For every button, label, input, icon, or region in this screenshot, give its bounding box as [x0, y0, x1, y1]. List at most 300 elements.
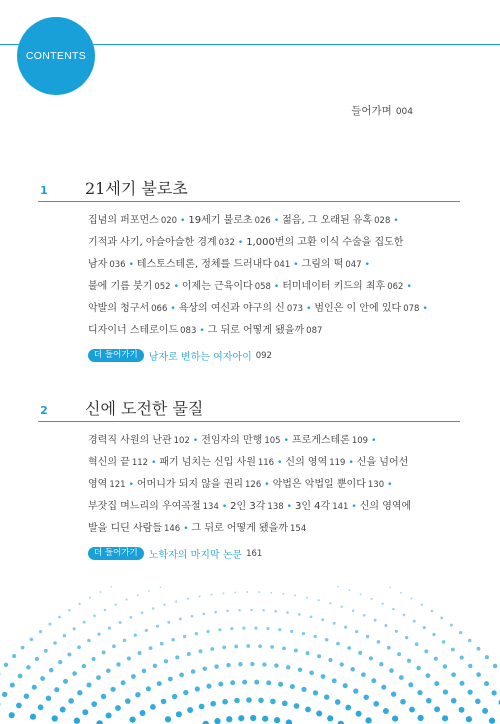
chapter-title: 신에 도전한 물질 — [85, 399, 204, 418]
bullet-separator-icon: • — [128, 480, 134, 490]
decor-dot — [12, 654, 16, 658]
decor-dot — [468, 639, 472, 643]
decor-dot — [347, 646, 351, 650]
decor-dot — [78, 603, 80, 605]
decor-dot — [82, 709, 88, 715]
decor-dot — [294, 649, 298, 653]
decor-dot — [426, 698, 432, 704]
decor-dot — [163, 604, 165, 606]
decor-dot — [314, 635, 317, 638]
bullet-separator-icon: • — [183, 524, 189, 534]
decor-dot — [96, 675, 101, 680]
toc-entry[interactable] — [188, 215, 282, 226]
toc-entry-page: 126 — [245, 480, 262, 490]
decor-dot — [53, 641, 57, 645]
bullet-separator-icon: • — [277, 458, 283, 468]
toc-entry-page: 087 — [306, 326, 323, 336]
toc-entry[interactable] — [246, 237, 403, 248]
bullet-separator-icon: • — [406, 282, 412, 292]
decor-dot — [134, 634, 137, 637]
decor-dot — [148, 590, 150, 592]
decor-dot — [282, 647, 286, 651]
decor-dot — [199, 704, 205, 710]
decor-dot — [352, 610, 355, 613]
decor-dot — [400, 699, 406, 705]
toc-entry[interactable] — [360, 501, 411, 512]
toc-entry-page: 112 — [131, 458, 149, 468]
more-title: 노학자의 마지막 논문 — [148, 550, 243, 561]
decor-dot — [165, 716, 171, 722]
toc-entry-title: 테스토스테론, 정체를 드러내다 — [136, 259, 272, 270]
decor-dot — [274, 610, 277, 613]
toc-entry[interactable] — [88, 303, 179, 314]
decor-dot — [199, 595, 201, 597]
decor-dot — [348, 589, 350, 591]
decor-dot — [206, 684, 211, 689]
toc-entry[interactable] — [159, 457, 285, 468]
decor-dot — [392, 608, 394, 610]
decor-dot — [491, 690, 496, 695]
toc-entry[interactable] — [88, 523, 192, 534]
decor-dot — [48, 623, 51, 626]
decor-dot — [10, 683, 15, 688]
decor-dot — [129, 716, 135, 722]
chapter-number: 2 — [40, 404, 48, 417]
decor-dot — [381, 603, 383, 605]
decor-dot — [379, 662, 383, 666]
toc-entry-page: 146 — [163, 524, 181, 534]
decor-dot — [246, 697, 252, 703]
toc-entry-page: 041 — [274, 260, 291, 270]
toc-entry-page: 154 — [290, 524, 307, 534]
decor-dot — [371, 598, 373, 600]
toc-line — [88, 254, 460, 276]
decor-dot — [365, 717, 371, 723]
decor-dot — [238, 662, 242, 666]
decor-dot — [123, 639, 127, 643]
decor-dot — [421, 603, 423, 605]
decor-dot — [77, 645, 81, 649]
decor-dot — [4, 663, 8, 667]
decor-dot — [403, 614, 406, 617]
decor-dot — [226, 716, 232, 722]
decor-dot — [58, 660, 62, 664]
toc-entry-title: 범인은 이 안에 있다 — [314, 303, 402, 314]
toc-entry-page: 026 — [254, 216, 271, 226]
toc-entry-page: 105 — [264, 436, 281, 446]
decor-dot — [138, 651, 142, 655]
dot-arc-decoration — [0, 584, 500, 724]
decor-dot — [341, 606, 343, 608]
toc-entry-page: 020 — [160, 216, 178, 226]
decor-dot — [309, 670, 314, 675]
decor-dot — [119, 621, 122, 624]
decor-dot — [332, 678, 337, 683]
decor-dot — [52, 715, 58, 721]
decor-dot — [286, 665, 290, 669]
decor-dot — [329, 602, 331, 604]
toc-entry[interactable] — [88, 435, 201, 446]
decor-dot — [369, 656, 373, 660]
bullet-separator-icon: • — [273, 216, 280, 226]
toc-entry-page: 073 — [286, 304, 304, 314]
bullet-separator-icon: • — [422, 304, 428, 314]
decor-dot — [415, 642, 419, 646]
toc-entry[interactable] — [137, 479, 273, 490]
chapter-title: 21세기 불로초 — [85, 179, 188, 198]
decor-dot — [121, 680, 126, 685]
decor-dot — [214, 664, 218, 668]
decor-dot — [157, 681, 162, 686]
decor-dot — [92, 657, 96, 661]
decor-dot — [286, 719, 292, 724]
decor-dot — [485, 655, 489, 659]
decor-dot — [183, 635, 186, 638]
decor-dot — [305, 706, 311, 712]
toc-entry[interactable] — [88, 237, 246, 248]
toc-entry-title: 패기 넘치는 신입 사원 — [159, 457, 256, 468]
decor-dot — [230, 627, 233, 630]
decor-dot — [222, 592, 224, 594]
more-tag: 더 들어가기 — [88, 349, 144, 362]
decor-dot — [93, 614, 96, 617]
toc-entry[interactable] — [201, 435, 292, 446]
decor-dot — [270, 592, 272, 594]
decor-dot — [443, 689, 448, 694]
decor-dot — [387, 646, 391, 650]
decor-dot — [60, 707, 66, 713]
decor-dot — [73, 627, 76, 630]
chapter-heading[interactable] — [0, 400, 500, 422]
decor-dot — [160, 642, 164, 646]
toc-entry-title: 남자 — [88, 259, 108, 270]
decor-dot — [416, 666, 420, 670]
contents-badge — [17, 17, 95, 95]
intro-title: 들어가며 — [351, 105, 392, 117]
decor-dot — [310, 616, 313, 619]
toc-entry-page: 066 — [151, 304, 168, 314]
decor-dot — [210, 647, 214, 651]
decor-dot — [302, 632, 305, 635]
toc-line — [88, 320, 460, 342]
decor-dot — [344, 626, 347, 629]
decor-dot — [149, 646, 153, 650]
toc-entry[interactable] — [88, 259, 137, 270]
decor-dot — [246, 591, 248, 593]
bullet-separator-icon: • — [128, 260, 134, 270]
decor-dot — [258, 698, 264, 704]
decor-dot — [408, 682, 413, 687]
decor-dot — [191, 615, 194, 618]
decor-dot — [175, 655, 179, 659]
decor-dot — [389, 587, 391, 589]
toc-entry-page: 078 — [403, 304, 420, 314]
decor-dot — [86, 682, 91, 687]
decor-dot — [442, 640, 446, 644]
toc-entry-page: 134 — [202, 502, 219, 512]
decor-dot — [328, 658, 332, 662]
toc-entry[interactable] — [208, 325, 323, 336]
decor-dot — [313, 690, 318, 695]
decor-dot — [218, 628, 221, 631]
decor-dot — [30, 714, 36, 720]
decor-dot — [179, 618, 182, 621]
more-section[interactable] — [88, 546, 460, 561]
decor-dot — [484, 681, 489, 686]
toc-entry[interactable] — [295, 501, 360, 512]
decor-dot — [142, 669, 147, 674]
decor-dot — [377, 640, 381, 644]
toc-entry-title: 2인 3각 — [230, 501, 266, 512]
decor-dot — [214, 611, 217, 614]
decor-dot — [262, 662, 266, 666]
bullet-separator-icon: • — [387, 480, 393, 490]
more-title: 남자로 변하는 여자아이 — [148, 352, 252, 363]
decor-dot — [131, 674, 136, 679]
toc-entry[interactable] — [282, 215, 402, 226]
decor-dot — [125, 698, 131, 704]
toc-entry[interactable] — [192, 523, 307, 534]
decor-dot — [35, 657, 39, 661]
decor-dot — [340, 662, 344, 666]
bullet-separator-icon: • — [180, 216, 186, 226]
decor-dot — [405, 636, 408, 639]
decor-dot — [468, 664, 472, 668]
decor-dot — [176, 711, 182, 717]
decor-dot — [153, 664, 157, 668]
toc-entry-page: 121 — [109, 480, 126, 490]
decor-dot — [126, 599, 128, 601]
decor-dot — [63, 679, 68, 684]
bullet-separator-icon: • — [393, 216, 399, 226]
toc-entry-page: 083 — [180, 326, 197, 336]
decor-dot — [230, 680, 235, 685]
bullet-separator-icon: • — [348, 458, 354, 468]
decor-dot — [187, 598, 189, 600]
toc-entry-page: 119 — [329, 458, 346, 468]
toc-entry[interactable] — [179, 303, 315, 314]
decor-dot — [450, 624, 453, 627]
decor-dot — [82, 664, 86, 668]
decor-dot — [206, 630, 209, 633]
toc-entry-page: 028 — [374, 216, 391, 226]
decor-dot — [102, 650, 106, 654]
decor-dot — [442, 715, 448, 721]
decor-dot — [49, 668, 54, 673]
decor-dot — [290, 630, 293, 633]
toc-entry-page: 058 — [254, 282, 271, 292]
decor-dot — [187, 652, 191, 656]
decor-dot — [321, 618, 324, 621]
decor-dot — [116, 662, 120, 666]
decor-dot — [160, 586, 162, 588]
decor-dot — [363, 694, 368, 699]
toc-entry[interactable] — [88, 457, 159, 468]
more-page: 092 — [255, 350, 272, 361]
decor-dot — [418, 715, 424, 721]
toc-entry-title: 부잣집 며느리의 우여곡절 — [88, 501, 201, 512]
bullet-separator-icon: • — [283, 436, 289, 446]
decor-dot — [139, 710, 145, 716]
decor-dot — [298, 668, 303, 673]
decor-dot — [38, 704, 44, 710]
decor-dot — [74, 718, 80, 724]
decor-dot — [202, 613, 205, 616]
decor-dot — [110, 586, 112, 588]
decor-dot — [371, 678, 376, 683]
decor-dot — [106, 669, 111, 674]
decor-dot — [270, 699, 276, 705]
decor-dot — [63, 634, 66, 637]
decor-dot — [191, 669, 196, 674]
toc-entry[interactable] — [88, 325, 208, 336]
toc-entry[interactable] — [137, 259, 302, 270]
decor-dot — [39, 630, 42, 633]
bullet-separator-icon: • — [293, 260, 299, 270]
decor-dot — [164, 659, 168, 663]
decor-dot — [203, 666, 208, 671]
decor-dot — [460, 681, 465, 686]
toc-line — [88, 232, 460, 254]
decor-dot — [254, 680, 259, 685]
decor-dot — [83, 621, 86, 624]
decor-dot — [258, 591, 260, 593]
decor-dot — [459, 707, 465, 713]
decor-dot — [137, 594, 139, 596]
decor-dot — [222, 646, 226, 650]
decor-dot — [477, 647, 481, 651]
decor-dot — [290, 684, 295, 689]
decor-dot — [58, 616, 61, 619]
decor-dot — [381, 685, 386, 690]
intro-page: 004 — [395, 107, 413, 117]
decor-dot — [460, 656, 464, 660]
decor-dot — [195, 686, 200, 691]
toc-entry-title: 전임자의 만행 — [201, 435, 263, 446]
decor-dot — [466, 716, 472, 722]
toc-entry[interactable] — [282, 281, 415, 292]
decor-dot — [234, 645, 238, 649]
toc-entry[interactable] — [285, 457, 356, 468]
toc-entry-title: 집념의 퍼포먼스 — [88, 215, 159, 226]
toc-entry-title: 터미네이터 키드의 최후 — [282, 281, 386, 292]
chapter-1 — [0, 179, 500, 363]
decor-dot — [301, 687, 306, 692]
decor-dot — [360, 593, 362, 595]
decor-dot — [366, 635, 369, 638]
decor-dot — [384, 624, 387, 627]
decor-dot — [16, 703, 22, 709]
decor-dot — [274, 717, 280, 723]
decor-dot — [282, 593, 284, 595]
chapter-rule — [38, 421, 460, 422]
toc-line — [88, 474, 460, 496]
decor-dot — [262, 716, 268, 722]
toc-line — [88, 430, 460, 452]
toc-entry-title: 3인 4각 — [294, 501, 331, 512]
toc-entry-page: 109 — [351, 436, 369, 446]
toc-entry-title: 그 뒤로 어떻게 됐을까 — [207, 325, 305, 336]
decor-dot — [68, 609, 71, 612]
bullet-separator-icon: • — [199, 326, 205, 336]
decor-dot — [434, 681, 439, 686]
decor-dot — [222, 699, 228, 705]
decor-dot — [451, 698, 457, 704]
toc-entry[interactable] — [88, 281, 182, 292]
decor-dot — [145, 629, 148, 632]
decor-dot — [171, 638, 175, 642]
bullet-separator-icon: • — [264, 480, 270, 490]
decor-dot — [270, 645, 274, 649]
toc-entry[interactable] — [230, 501, 295, 512]
decor-dot — [327, 715, 333, 721]
toc-entry-page: 116 — [257, 458, 275, 468]
decor-dot — [77, 690, 82, 695]
decor-dot — [199, 649, 203, 653]
decor-dot — [318, 599, 320, 601]
decor-dot — [115, 705, 121, 711]
toc-entry[interactable] — [273, 479, 396, 490]
more-page: 161 — [246, 548, 263, 559]
toc-entry-title: 젊음, 그 오래된 유혹 — [282, 215, 373, 226]
bullet-separator-icon: • — [221, 502, 228, 512]
decor-dot — [361, 672, 366, 677]
decor-dot — [335, 699, 341, 705]
toc-entry[interactable] — [314, 303, 430, 314]
decor-dot — [168, 677, 173, 682]
decor-dot — [417, 690, 422, 695]
decor-dot — [101, 694, 106, 699]
decor-dot — [24, 693, 29, 698]
decor-dot — [68, 698, 74, 704]
decor-dot — [242, 627, 245, 630]
decor-dot — [392, 715, 398, 721]
decor-dot — [278, 682, 283, 687]
decor-dot — [451, 672, 456, 677]
toc-entry[interactable] — [357, 457, 408, 468]
chapter-heading[interactable] — [0, 180, 500, 202]
decor-dot — [321, 674, 326, 679]
decor-dot — [278, 628, 281, 631]
decor-dot — [325, 638, 329, 642]
decor-dot — [493, 664, 497, 668]
toc-entry[interactable] — [182, 281, 282, 292]
toc-entry[interactable] — [88, 501, 230, 512]
toc-entry[interactable] — [292, 435, 380, 446]
decor-dot — [274, 663, 278, 667]
bullet-separator-icon: • — [273, 282, 280, 292]
toc-entry[interactable] — [88, 215, 188, 226]
decor-dot — [250, 715, 256, 721]
toc-entry-title: 19세기 불로초 — [188, 215, 253, 226]
intro-entry[interactable] — [351, 103, 413, 118]
decor-dot — [226, 663, 230, 667]
bullet-separator-icon: • — [151, 458, 157, 468]
chapter-2 — [0, 399, 500, 561]
toc-entry[interactable] — [302, 259, 373, 270]
decor-dot — [30, 638, 34, 642]
toc-entry[interactable] — [88, 479, 137, 490]
bullet-separator-icon: • — [351, 502, 357, 512]
decor-dot — [482, 708, 488, 714]
decor-dot — [152, 607, 154, 609]
decor-dot — [343, 683, 348, 688]
toc-entry-title: 불에 기름 붓기 — [88, 281, 153, 292]
bullet-separator-icon: • — [173, 282, 179, 292]
more-section[interactable] — [88, 348, 460, 363]
decor-dot — [282, 700, 288, 706]
decor-dot — [179, 673, 184, 678]
